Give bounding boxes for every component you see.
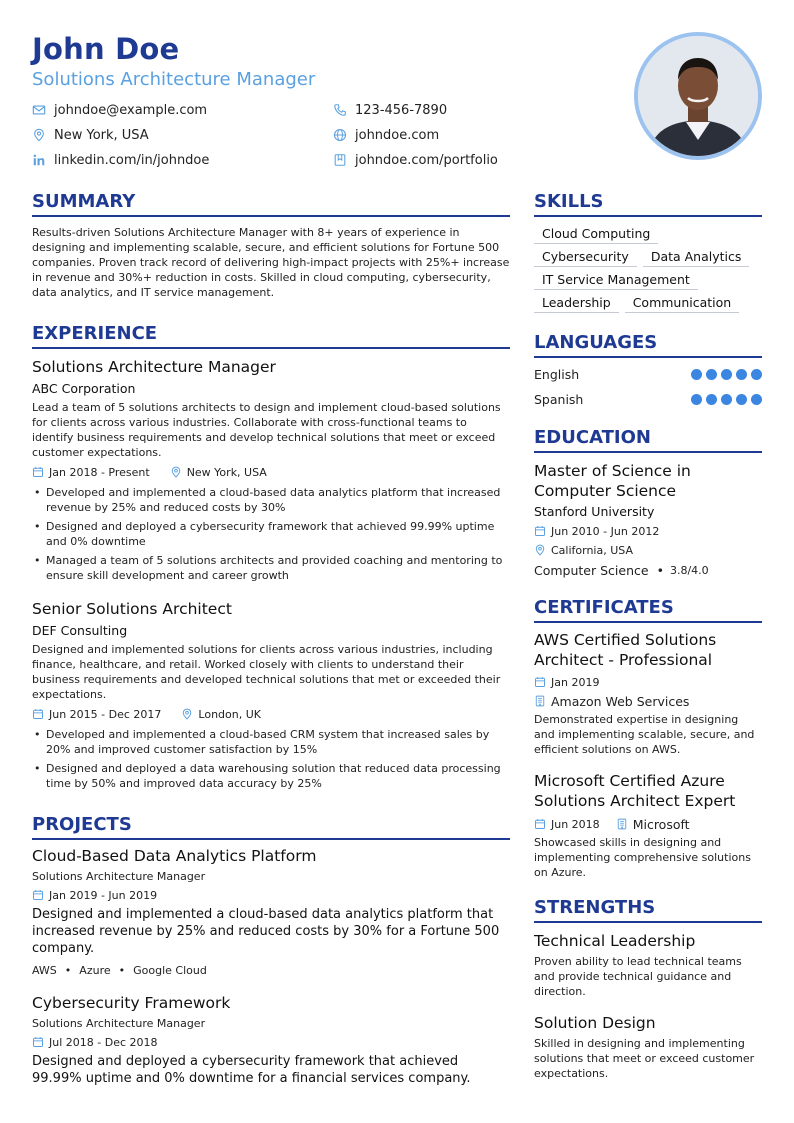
project-dates: Jul 2018 - Dec 2018 bbox=[49, 1035, 158, 1049]
project-role: Solutions Architecture Manager bbox=[32, 1017, 206, 1030]
calendar-icon bbox=[32, 889, 44, 901]
building-icon bbox=[534, 695, 546, 707]
certificate-name: AWS Certified Solutions Architect - Professional bbox=[534, 631, 717, 669]
project-meta bbox=[32, 1033, 510, 1051]
certificate-date: Jun 2018 bbox=[551, 817, 600, 831]
calendar-icon bbox=[534, 525, 546, 537]
tag: Azure bbox=[79, 963, 111, 977]
strength-item bbox=[534, 931, 762, 999]
contact-location bbox=[32, 125, 149, 145]
skill-tag: IT Service Management bbox=[534, 271, 698, 290]
email-text: johndoe@example.com bbox=[54, 102, 208, 118]
certificate-description: Showcased skills in designing and implementing comprehensive solutions on Azure. bbox=[534, 836, 751, 879]
certificate-date: Jan 2019 bbox=[551, 675, 600, 689]
project-description: Designed and deployed a cybersecurity framework that achieved 99.99% uptime and 0% downtime for a financial services company. bbox=[32, 1054, 471, 1086]
job-location: London, UK bbox=[198, 707, 262, 721]
language-row bbox=[534, 362, 762, 387]
certificate-issuer: Microsoft bbox=[632, 816, 690, 832]
education-location-row bbox=[534, 541, 762, 559]
location-text: New York, USA bbox=[54, 127, 149, 143]
candidate-name: John Doe bbox=[32, 32, 180, 66]
candidate-role: Solutions Architecture Manager bbox=[32, 69, 316, 90]
school-name: Stanford University bbox=[534, 504, 655, 519]
experience-heading: EXPERIENCE bbox=[32, 322, 510, 349]
projects-heading: PROJECTS bbox=[32, 813, 510, 840]
strengths-heading: STRENGTHS bbox=[534, 896, 762, 923]
contact-email[interactable] bbox=[32, 100, 207, 120]
phone-icon bbox=[333, 103, 347, 117]
certificate-item bbox=[534, 771, 762, 880]
language-name: Spanish bbox=[534, 392, 584, 407]
contact-phone[interactable] bbox=[333, 100, 447, 120]
project-dates: Jan 2019 - Jun 2019 bbox=[49, 888, 158, 902]
job-achievements bbox=[32, 485, 510, 583]
location-pin-icon bbox=[534, 544, 546, 556]
phone-text: 123-456-7890 bbox=[355, 102, 448, 118]
summary-heading: SUMMARY bbox=[32, 190, 510, 217]
project-item bbox=[32, 993, 510, 1087]
certificate-issuer-row bbox=[534, 691, 762, 711]
project-tags: AWS • Azure • Google Cloud bbox=[32, 963, 207, 977]
location-pin-icon bbox=[32, 128, 46, 142]
globe-icon bbox=[333, 128, 347, 142]
skill-tag: Cybersecurity bbox=[534, 248, 637, 267]
avatar-icon bbox=[638, 36, 758, 156]
website-text: johndoe.com bbox=[355, 127, 440, 143]
left-column bbox=[32, 190, 510, 1087]
calendar-icon bbox=[32, 466, 44, 478]
tag: AWS bbox=[32, 963, 57, 977]
calendar-icon bbox=[534, 676, 546, 688]
project-name: Cloud-Based Data Analytics Platform bbox=[32, 847, 317, 865]
contact-portfolio[interactable] bbox=[333, 150, 498, 170]
certificate-date-row bbox=[534, 814, 762, 834]
strength-description: Proven ability to lead technical teams and provide technical guidance and direction. bbox=[534, 955, 742, 998]
strength-name: Technical Leadership bbox=[534, 932, 696, 950]
degree-name: Master of Science in Computer Science bbox=[534, 462, 691, 500]
list-item: • Developed and implemented a cloud-based data analytics platform that increased revenue by 25% and reduced costs by 30% bbox=[32, 485, 510, 515]
list-item: • Managed a team of 5 solutions architects and provided coaching and mentoring to ensure skill development and career growth bbox=[32, 553, 510, 583]
skills-heading: SKILLS bbox=[534, 190, 762, 217]
list-item: • Designed and deployed a data warehousing solution that reduced data processing time by 50% and improved data accuracy by 25% bbox=[32, 761, 510, 791]
job-dates: Jan 2018 - Present bbox=[49, 465, 150, 479]
education-heading: EDUCATION bbox=[534, 426, 762, 453]
certificates-heading: CERTIFICATES bbox=[534, 596, 762, 623]
job-description: Designed and implemented solutions for clients across various industries, including finance, healthcare, and retail. Worked closely with clients to understand their business requirements and developed technical solutions that met or exceeded their expectations. bbox=[32, 643, 501, 701]
project-item bbox=[32, 846, 510, 979]
list-item: • Developed and implemented a cloud-based CRM system that increased sales by 20% and improved customer satisfaction by 15% bbox=[32, 727, 510, 757]
location-pin-icon bbox=[181, 708, 193, 720]
calendar-icon bbox=[534, 818, 546, 830]
job-description: Lead a team of 5 solutions architects to design and implement cloud-based solutions for clients across various industries. Collaborate with cross-functional teams to identify business requirements and develop technical solutions that meet or exceed customer expectations. bbox=[32, 401, 501, 459]
education-gpa-row: Computer Science • 3.8/4.0 bbox=[534, 562, 709, 578]
linkedin-icon bbox=[32, 153, 46, 167]
contact-website[interactable] bbox=[333, 125, 439, 145]
experience-item bbox=[32, 357, 510, 583]
skill-tag: Data Analytics bbox=[643, 248, 750, 267]
skill-tag: Leadership bbox=[534, 294, 619, 313]
portfolio-text: johndoe.com/portfolio bbox=[355, 152, 498, 168]
strength-description: Skilled in designing and implementing solutions that meet or exceed customer expectations. bbox=[534, 1037, 755, 1080]
strength-item bbox=[534, 1013, 762, 1081]
education-item bbox=[534, 461, 762, 580]
skills-list bbox=[534, 225, 762, 317]
experience-item bbox=[32, 599, 510, 791]
certificate-item bbox=[534, 630, 762, 757]
building-icon bbox=[616, 818, 628, 830]
languages-list bbox=[534, 362, 762, 412]
contact-linkedin[interactable] bbox=[32, 150, 209, 170]
summary-text: Results-driven Solutions Architecture Manager with 8+ years of experience in designing and implementing scalable, secure, and efficient solutions for Fortune 500 companies. Proven track record of delivering high-impact projects with 25%+ increase in revenue and 30%+ reduction in costs. Skilled in cloud computing, cybersecurity, data analytics, and IT service management. bbox=[32, 226, 510, 299]
profile-photo bbox=[634, 32, 762, 160]
calendar-icon bbox=[32, 708, 44, 720]
job-company: ABC Corporation bbox=[32, 381, 136, 396]
job-company: DEF Consulting bbox=[32, 623, 128, 638]
project-name: Cybersecurity Framework bbox=[32, 994, 231, 1012]
languages-heading: LANGUAGES bbox=[534, 331, 762, 358]
proficiency-dots bbox=[687, 369, 762, 380]
job-position: Senior Solutions Architect bbox=[32, 600, 232, 618]
linkedin-text: linkedin.com/in/johndoe bbox=[54, 152, 210, 168]
certificate-issuer: Amazon Web Services bbox=[551, 693, 690, 709]
education-dates-row bbox=[534, 522, 762, 540]
job-meta bbox=[32, 705, 510, 723]
strength-name: Solution Design bbox=[534, 1014, 656, 1032]
language-row bbox=[534, 387, 762, 412]
gpa-value: 3.8/4.0 bbox=[669, 563, 709, 577]
location-pin-icon bbox=[170, 466, 182, 478]
language-name: English bbox=[534, 367, 580, 382]
tag: Google Cloud bbox=[133, 963, 207, 977]
job-position: Solutions Architecture Manager bbox=[32, 358, 276, 376]
list-item: • Designed and deployed a cybersecurity framework that achieved 99.99% uptime and 0% downtime bbox=[32, 519, 510, 549]
education-location: California, USA bbox=[551, 543, 633, 557]
job-achievements bbox=[32, 727, 510, 791]
job-location: New York, USA bbox=[186, 465, 267, 479]
job-dates: Jun 2015 - Dec 2017 bbox=[49, 707, 162, 721]
project-meta bbox=[32, 886, 510, 904]
certificate-date-row bbox=[534, 673, 762, 691]
certificate-description: Demonstrated expertise in designing and implementing scalable, secure, and efficient solutions on AWS. bbox=[534, 713, 755, 756]
envelope-icon bbox=[32, 103, 46, 117]
certificate-name: Microsoft Certified Azure Solutions Architect Expert bbox=[534, 772, 736, 810]
calendar-icon bbox=[32, 1036, 44, 1048]
skill-tag: Cloud Computing bbox=[534, 225, 658, 244]
right-column bbox=[534, 190, 762, 1081]
skill-tag: Communication bbox=[625, 294, 740, 313]
proficiency-dots bbox=[687, 394, 762, 405]
project-role: Solutions Architecture Manager bbox=[32, 870, 206, 883]
field-of-study: Computer Science bbox=[534, 562, 649, 578]
bookmark-icon bbox=[333, 153, 347, 167]
job-meta bbox=[32, 463, 510, 481]
project-description: Designed and implemented a cloud-based data analytics platform that increased revenue by 25% and reduced costs by 30% for a Fortune 500 company. bbox=[32, 907, 500, 956]
education-dates: Jun 2010 - Jun 2012 bbox=[551, 524, 660, 538]
